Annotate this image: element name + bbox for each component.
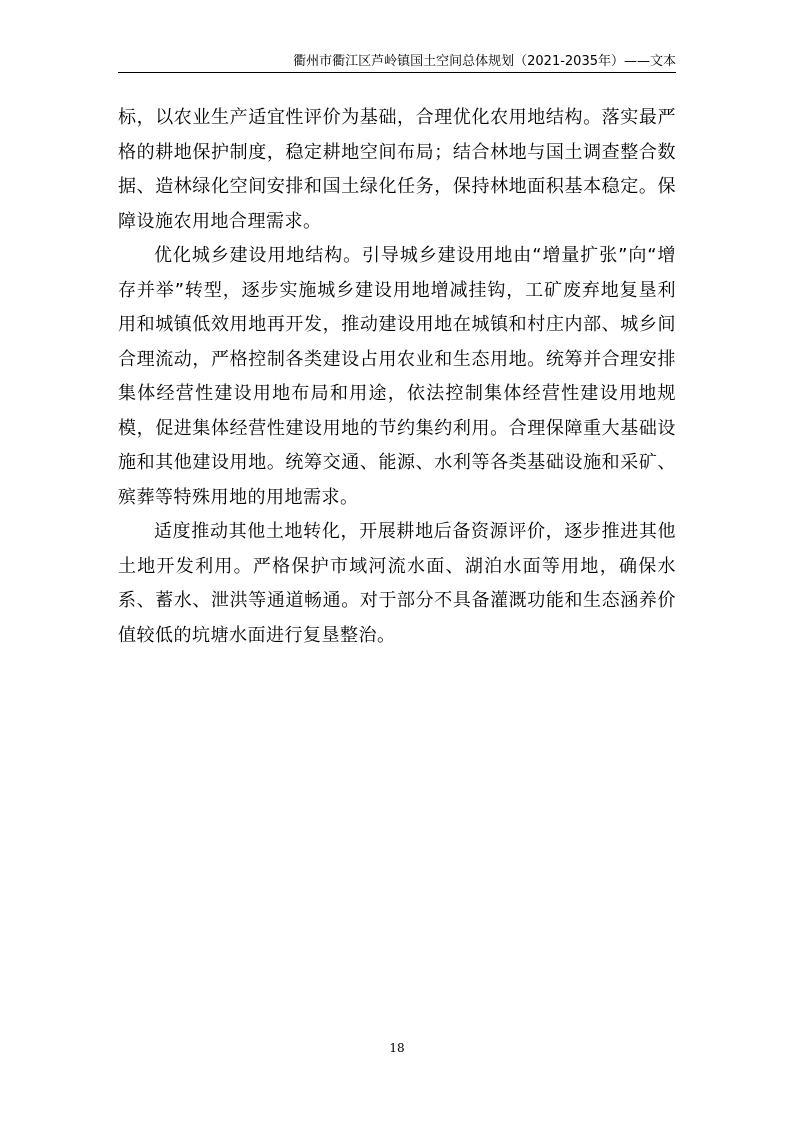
page-number: 18 xyxy=(389,1041,405,1055)
header-divider xyxy=(118,72,676,73)
paragraph-continuation: 标，以农业生产适宜性评价为基础，合理优化农用地结构。落实最严格的耕地保护制度，稳定耕地空间布局；结合林地与国土调查整合数据、造林绿化空间安排和国土绿化任务，保持林地面积基本稳定。保障设施农用地合理需求。 xyxy=(118,107,676,232)
page-header-title: 衢州市衢江区芦岭镇国土空间总体规划（2021-2035年）——文本 xyxy=(293,54,676,69)
document-body xyxy=(118,101,676,653)
paragraph-construction-land: 优化城乡建设用地结构。引导城乡建设用地由“增量扩张”向“增存并举”转型，逐步实施城乡建设用地增减挂钩，工矿废弃地复垦利用和城镇低效用地再开发，推动建设用地在城镇和村庄内部、城乡间合理流动，严格控制各类建设占用农业和生态用地。统筹并合理安排集体经营性建设用地布局和用途，依法控制集体经营性建设用地规模，促进集体经营性建设用地的节约集约利用。合理保障重大基础设施和其他建设用地。统筹交通、能源、水利等各类基础设施和采矿、殡葬等特殊用地的用地需求。 xyxy=(118,245,676,508)
paragraph-other-land: 适度推动其他土地转化，开展耕地后备资源评价，逐步推进其他土地开发利用。严格保护市域河流水面、湖泊水面等用地，确保水系、蓄水、泄洪等通道畅通。对于部分不具备灌溉功能和生态涵养价值较低的坑塘水面进行复垦整治。 xyxy=(118,521,676,646)
